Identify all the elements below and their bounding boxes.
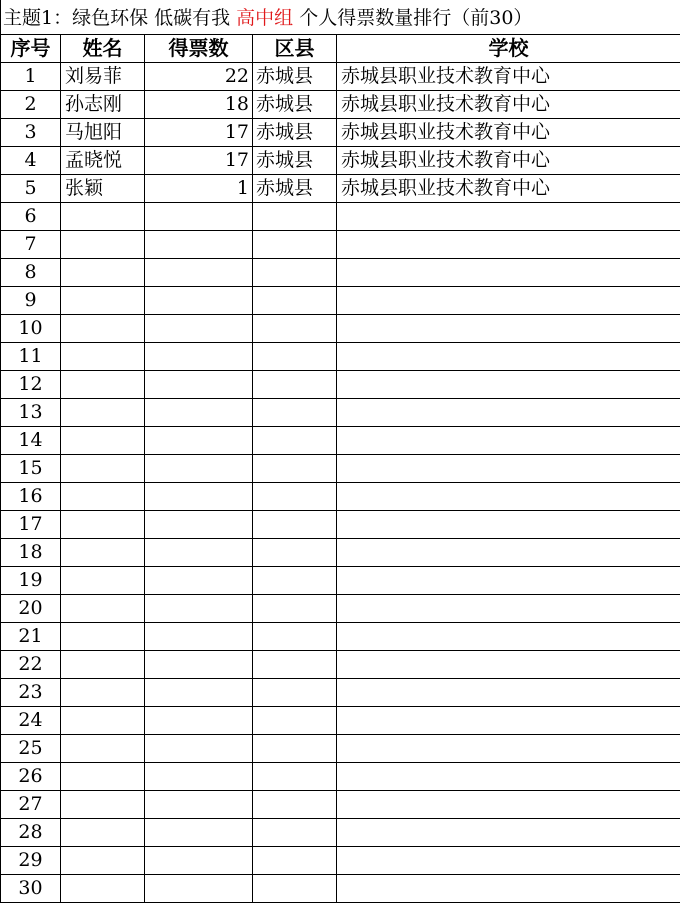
- cell-name: [61, 343, 145, 371]
- cell-votes: 18: [145, 91, 253, 119]
- cell-votes: [145, 595, 253, 623]
- cell-votes: 17: [145, 119, 253, 147]
- cell-district: [253, 287, 337, 315]
- cell-district: [253, 847, 337, 875]
- table-row: [1, 511, 680, 539]
- cell-school: 赤城县职业技术教育中心: [337, 175, 680, 203]
- cell-seq: 20: [1, 595, 61, 623]
- table-row: [1, 147, 680, 175]
- cell-name: 孙志刚: [61, 91, 145, 119]
- cell-seq: 14: [1, 427, 61, 455]
- cell-name: [61, 623, 145, 651]
- table-row: [1, 231, 680, 259]
- cell-district: [253, 819, 337, 847]
- cell-votes: [145, 511, 253, 539]
- cell-votes: [145, 735, 253, 763]
- cell-seq: 21: [1, 623, 61, 651]
- cell-school: [337, 287, 680, 315]
- table-row: [1, 483, 680, 511]
- table-row: [1, 175, 680, 203]
- cell-school: [337, 539, 680, 567]
- cell-school: 赤城县职业技术教育中心: [337, 119, 680, 147]
- cell-district: [253, 679, 337, 707]
- cell-seq: 22: [1, 651, 61, 679]
- header-row: [1, 35, 680, 63]
- cell-name: 张颖: [61, 175, 145, 203]
- cell-district: 赤城县: [253, 175, 337, 203]
- cell-seq: 2: [1, 91, 61, 119]
- cell-seq: 4: [1, 147, 61, 175]
- cell-votes: [145, 399, 253, 427]
- cell-name: [61, 735, 145, 763]
- table-row: [1, 427, 680, 455]
- cell-school: [337, 315, 680, 343]
- header-votes: 得票数: [145, 35, 253, 63]
- cell-name: [61, 847, 145, 875]
- cell-name: [61, 399, 145, 427]
- cell-seq: 17: [1, 511, 61, 539]
- cell-name: [61, 287, 145, 315]
- cell-district: [253, 875, 337, 903]
- cell-school: [337, 371, 680, 399]
- header-name: 姓名: [61, 35, 145, 63]
- cell-votes: [145, 707, 253, 735]
- cell-school: [337, 875, 680, 903]
- cell-seq: 19: [1, 567, 61, 595]
- cell-name: [61, 567, 145, 595]
- cell-name: [61, 651, 145, 679]
- cell-school: 赤城县职业技术教育中心: [337, 147, 680, 175]
- cell-district: [253, 427, 337, 455]
- cell-votes: [145, 875, 253, 903]
- cell-seq: 12: [1, 371, 61, 399]
- table-row: [1, 679, 680, 707]
- cell-school: [337, 735, 680, 763]
- cell-name: [61, 483, 145, 511]
- cell-votes: [145, 651, 253, 679]
- cell-district: 赤城县: [253, 147, 337, 175]
- cell-seq: 8: [1, 259, 61, 287]
- table-row: [1, 119, 680, 147]
- table-row: [1, 287, 680, 315]
- cell-district: [253, 763, 337, 791]
- cell-name: [61, 203, 145, 231]
- cell-district: [253, 651, 337, 679]
- cell-votes: [145, 623, 253, 651]
- cell-district: [253, 707, 337, 735]
- cell-school: [337, 595, 680, 623]
- cell-name: [61, 875, 145, 903]
- cell-district: [253, 259, 337, 287]
- cell-school: [337, 259, 680, 287]
- table-row: [1, 91, 680, 119]
- table-row: [1, 595, 680, 623]
- table-row: [1, 651, 680, 679]
- cell-district: [253, 399, 337, 427]
- cell-school: [337, 819, 680, 847]
- header-district: 区县: [253, 35, 337, 63]
- table-row: [1, 763, 680, 791]
- cell-seq: 3: [1, 119, 61, 147]
- ranking-table: [0, 34, 680, 903]
- cell-school: 赤城县职业技术教育中心: [337, 63, 680, 91]
- table-row: [1, 707, 680, 735]
- cell-votes: [145, 539, 253, 567]
- cell-seq: 5: [1, 175, 61, 203]
- cell-school: [337, 567, 680, 595]
- cell-school: [337, 707, 680, 735]
- cell-district: [253, 539, 337, 567]
- cell-name: [61, 707, 145, 735]
- cell-votes: [145, 343, 253, 371]
- cell-district: [253, 203, 337, 231]
- cell-name: [61, 511, 145, 539]
- cell-school: [337, 623, 680, 651]
- cell-votes: [145, 287, 253, 315]
- cell-name: 孟晓悦: [61, 147, 145, 175]
- cell-votes: [145, 259, 253, 287]
- cell-school: [337, 343, 680, 371]
- cell-school: [337, 763, 680, 791]
- table-row: [1, 791, 680, 819]
- cell-votes: [145, 315, 253, 343]
- cell-votes: [145, 763, 253, 791]
- cell-seq: 6: [1, 203, 61, 231]
- table-row: [1, 63, 680, 91]
- table-row: [1, 567, 680, 595]
- cell-votes: [145, 791, 253, 819]
- title-group: 高中组: [236, 7, 293, 29]
- cell-seq: 13: [1, 399, 61, 427]
- cell-seq: 26: [1, 763, 61, 791]
- table-row: [1, 455, 680, 483]
- cell-votes: [145, 819, 253, 847]
- cell-name: [61, 679, 145, 707]
- cell-district: [253, 791, 337, 819]
- cell-votes: [145, 847, 253, 875]
- cell-votes: [145, 231, 253, 259]
- table-row: [1, 203, 680, 231]
- cell-district: 赤城县: [253, 63, 337, 91]
- table-body: [1, 63, 680, 903]
- cell-seq: 27: [1, 791, 61, 819]
- cell-seq: 29: [1, 847, 61, 875]
- cell-votes: [145, 203, 253, 231]
- cell-votes: [145, 567, 253, 595]
- cell-district: [253, 567, 337, 595]
- cell-school: [337, 483, 680, 511]
- cell-school: 赤城县职业技术教育中心: [337, 91, 680, 119]
- cell-seq: 18: [1, 539, 61, 567]
- table-row: [1, 623, 680, 651]
- cell-name: [61, 315, 145, 343]
- cell-votes: [145, 455, 253, 483]
- cell-name: [61, 427, 145, 455]
- cell-seq: 1: [1, 63, 61, 91]
- cell-seq: 10: [1, 315, 61, 343]
- table-row: [1, 819, 680, 847]
- cell-district: [253, 595, 337, 623]
- cell-seq: 15: [1, 455, 61, 483]
- cell-school: [337, 399, 680, 427]
- table-row: [1, 315, 680, 343]
- cell-name: [61, 539, 145, 567]
- cell-district: [253, 231, 337, 259]
- cell-votes: 17: [145, 147, 253, 175]
- header-school: 学校: [337, 35, 680, 63]
- cell-school: [337, 203, 680, 231]
- cell-school: [337, 847, 680, 875]
- cell-district: 赤城县: [253, 91, 337, 119]
- cell-district: 赤城县: [253, 119, 337, 147]
- cell-district: [253, 511, 337, 539]
- cell-name: [61, 259, 145, 287]
- cell-name: [61, 763, 145, 791]
- cell-district: [253, 315, 337, 343]
- header-seq: 序号: [1, 35, 61, 63]
- cell-district: [253, 371, 337, 399]
- cell-district: [253, 455, 337, 483]
- cell-votes: 1: [145, 175, 253, 203]
- cell-seq: 30: [1, 875, 61, 903]
- sheet-title: [0, 0, 680, 34]
- cell-votes: [145, 427, 253, 455]
- table-row: [1, 847, 680, 875]
- title-prefix: 主题1：绿色环保 低碳有我: [3, 7, 236, 29]
- cell-seq: 25: [1, 735, 61, 763]
- cell-name: 刘易菲: [61, 63, 145, 91]
- cell-seq: 9: [1, 287, 61, 315]
- cell-votes: 22: [145, 63, 253, 91]
- cell-name: [61, 595, 145, 623]
- cell-school: [337, 791, 680, 819]
- cell-name: [61, 791, 145, 819]
- cell-seq: 28: [1, 819, 61, 847]
- cell-seq: 24: [1, 707, 61, 735]
- table-row: [1, 735, 680, 763]
- cell-district: [253, 735, 337, 763]
- cell-name: [61, 819, 145, 847]
- cell-name: 马旭阳: [61, 119, 145, 147]
- cell-school: [337, 455, 680, 483]
- cell-name: [61, 371, 145, 399]
- cell-school: [337, 679, 680, 707]
- cell-school: [337, 511, 680, 539]
- cell-votes: [145, 483, 253, 511]
- cell-district: [253, 483, 337, 511]
- cell-district: [253, 343, 337, 371]
- cell-name: [61, 455, 145, 483]
- cell-seq: 11: [1, 343, 61, 371]
- table-row: [1, 343, 680, 371]
- table-row: [1, 539, 680, 567]
- cell-seq: 23: [1, 679, 61, 707]
- cell-school: [337, 427, 680, 455]
- cell-seq: 7: [1, 231, 61, 259]
- cell-school: [337, 231, 680, 259]
- cell-school: [337, 651, 680, 679]
- cell-votes: [145, 371, 253, 399]
- table-row: [1, 399, 680, 427]
- table-row: [1, 371, 680, 399]
- table-row: [1, 875, 680, 903]
- cell-name: [61, 231, 145, 259]
- cell-district: [253, 623, 337, 651]
- title-suffix: 个人得票数量排行（前30）: [293, 7, 532, 29]
- cell-seq: 16: [1, 483, 61, 511]
- table-row: [1, 259, 680, 287]
- cell-votes: [145, 679, 253, 707]
